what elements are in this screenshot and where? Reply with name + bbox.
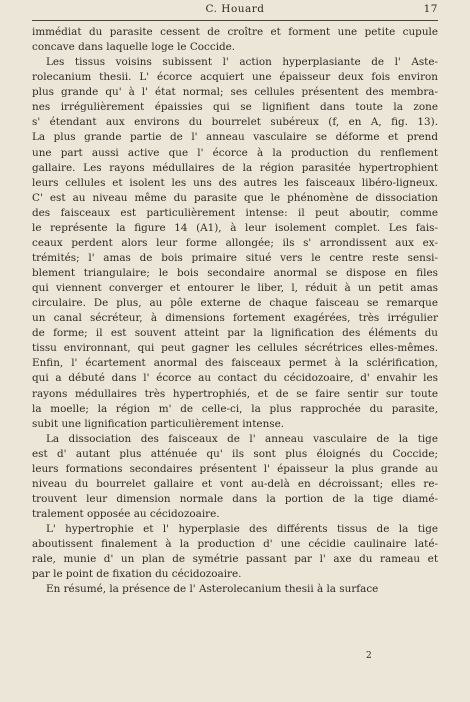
text-line: La plus grande partie de l' anneau vasculaire se déforme et prend xyxy=(32,131,438,144)
text-line: qui a débuté dans l' écorce au contact du cécidozoaire, d' envahir les xyxy=(32,372,438,385)
text-line: gallaire. Les rayons médullaires de la région parasitée hypertrophient xyxy=(32,161,438,174)
signature-mark: 2 xyxy=(366,651,372,661)
text-line: niveau du bourrelet gallaire et vont au-delà en décroissant; elles re- xyxy=(32,477,438,490)
text-line: subit une lignification particulièrement intense. xyxy=(32,417,285,430)
text-line: est d' autant plus atténuée qu' ils sont plus éloignés du Coccide; xyxy=(32,447,438,460)
text-line: le représente la figure 14 (A1), à leur isolement complet. Les fais- xyxy=(32,221,438,234)
text-line: nes irrégulièrement épaissies qui se lignifient dans toute la zone xyxy=(32,101,438,114)
text-line: Les tissus voisins subissent l' action hyperplasiante de l' Aste- xyxy=(46,56,438,69)
text-line: leurs formations secondaires présentent l' épaisseur la plus grande au xyxy=(32,462,438,475)
text-line: circulaire. De plus, au pôle externe de chaque faisceau se remarque xyxy=(32,297,438,310)
running-head-author: C. Houard xyxy=(205,3,265,15)
running-head xyxy=(32,3,438,19)
text-line: ceaux perdent alors leur forme allongée; ils s' arrondissent aux ex- xyxy=(32,236,438,249)
text-line: L' hypertrophie et l' hyperplasie des différents tissus de la tige xyxy=(46,523,438,536)
text-line: rolecanium thesii. L' écorce acquiert une épaisseur deux fois environ xyxy=(32,71,438,84)
text-line: concave dans laquelle loge le Coccide. xyxy=(32,41,236,54)
paragraph xyxy=(32,55,438,432)
text-line: des faisceaux est particulièrement intense: il peut aboutir, comme xyxy=(32,206,438,219)
body-text xyxy=(32,25,438,597)
header-rule xyxy=(32,20,438,21)
text-line: une part aussi active que l' écorce à la production du renflement xyxy=(32,146,438,159)
text-line: Enfin, l' écartement anormal des faisceaux permet à la sclérification, xyxy=(32,357,438,370)
text-line: trémités; l' amas de bois primaire situé vers le centre reste sensi- xyxy=(32,251,438,264)
text-line: La dissociation des faisceaux de l' anneau vasculaire de la tige xyxy=(46,432,438,445)
text-line: rayons médullaires très hypertrophiés, et de se faire sentir sur toute xyxy=(32,387,438,400)
text-line: En résumé, la présence de l' Asterolecanium thesii à la surface xyxy=(46,583,379,596)
text-line: C' est au niveau même du parasite que le phénomène de dissociation xyxy=(32,191,438,204)
text-line: blement triangulaire; le bois secondaire anormal se dispose en files xyxy=(32,267,438,279)
text-line: immédiat du parasite cessent de croître et forment une petite cupule xyxy=(32,26,438,38)
text-line: qui viennent converger et entourer le liber, l, réduit à un petit amas xyxy=(32,282,438,295)
text-line: leurs cellules et isolent les uns des autres les faisceaux libéro-ligneux. xyxy=(32,176,438,189)
text-line: s' étendant aux environs du bourrelet subéreux (f, en A, fig. 13). xyxy=(32,116,438,129)
text-line: tissu environnant, qui peut gagner les cellules sécrétrices elles-mêmes. xyxy=(32,342,438,355)
text-line: rale, munie d' un plan de symétrie passant par l' axe du rameau et xyxy=(32,553,438,566)
text-line: plus grande qu' à l' état normal; ses cellules présentent des membra- xyxy=(32,86,438,99)
paragraph xyxy=(32,582,438,597)
text-line: tralement opposée au cécidozoaire. xyxy=(32,508,220,520)
paragraph xyxy=(32,432,438,522)
text-line: par le point de fixation du cécidozoaire. xyxy=(32,568,242,581)
text-line: la moelle; la région m' de celle-ci, la plus rapprochée du parasite, xyxy=(32,402,438,415)
page-number: 17 xyxy=(423,3,438,15)
text-line: aboutissent finalement à la production d' une cécidie caulinaire laté- xyxy=(32,538,438,551)
text-line: de forme; il est souvent atteint par la lignification des éléments du xyxy=(32,327,438,340)
paragraph xyxy=(32,522,438,582)
text-line: un canal sécréteur, à dimensions fortement exagérées, très irrégulier xyxy=(32,312,438,325)
paragraph xyxy=(32,25,438,55)
text-line: trouvent leur dimension normale dans la portion de la tige diamé- xyxy=(32,492,438,505)
